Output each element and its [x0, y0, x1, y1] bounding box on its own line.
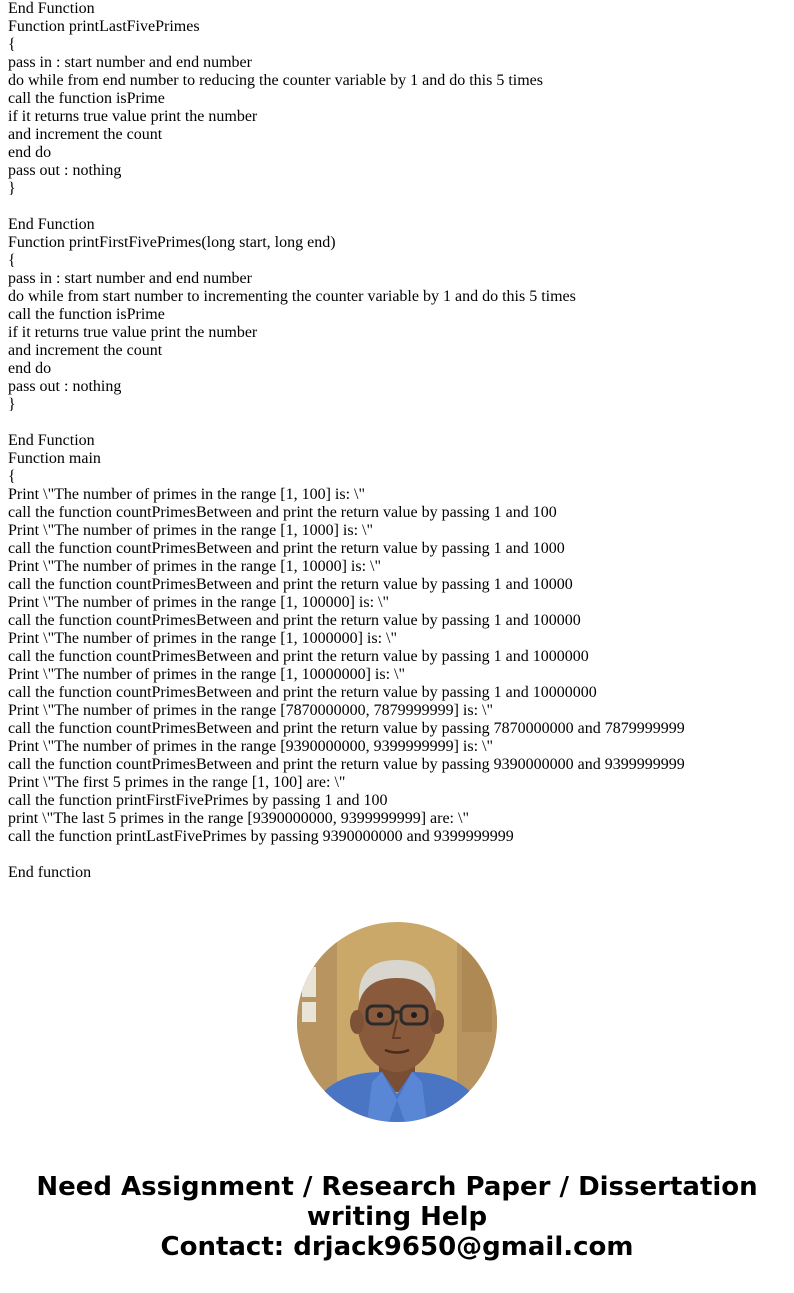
text-line: pass out : nothing — [8, 162, 122, 179]
text-line: Print \"The number of primes in the range [1, 1000] is: \" — [8, 522, 373, 539]
text-line: Print \"The first 5 primes in the range [1, 100] are: \" — [8, 774, 346, 791]
text-line: Print \"The number of primes in the range [7870000000, 7879999999] is: \" — [8, 702, 493, 719]
text-line: call the function countPrimesBetween and print the return value by passing 7870000000 and 7879999999 — [8, 720, 685, 737]
contact-banner — [0, 1172, 794, 1262]
text-line: Function printFirstFivePrimes(long start, long end) — [8, 234, 336, 251]
text-line: call the function printLastFivePrimes by passing 9390000000 and 9399999999 — [8, 828, 514, 845]
author-photo-avatar — [297, 922, 497, 1122]
text-line: pass out : nothing — [8, 378, 122, 395]
text-line: print \"The last 5 primes in the range [9390000000, 9399999999] are: \" — [8, 810, 469, 827]
text-line: End Function — [8, 216, 95, 233]
text-line: end do — [8, 360, 52, 377]
text-line: end do — [8, 144, 52, 161]
text-line: call the function countPrimesBetween and print the return value by passing 9390000000 and 9399999999 — [8, 756, 685, 773]
text-line: End Function — [8, 0, 95, 17]
text-line: Function printLastFivePrimes — [8, 18, 200, 35]
text-line: call the function countPrimesBetween and print the return value by passing 1 and 1000000 — [8, 648, 589, 665]
text-line: End Function — [8, 432, 95, 449]
text-line: Print \"The number of primes in the range [1, 10000] is: \" — [8, 558, 381, 575]
text-line: call the function isPrime — [8, 90, 165, 107]
promo-line-2: writing Help — [306, 1202, 488, 1232]
text-line: if it returns true value print the number — [8, 324, 258, 341]
text-line: } — [8, 396, 16, 413]
text-line: do while from start number to incrementing the counter variable by 1 and do this 5 times — [8, 288, 576, 305]
text-line: Print \"The number of primes in the range [9390000000, 9399999999] is: \" — [8, 738, 493, 755]
text-line: pass in : start number and end number — [8, 54, 252, 71]
text-line: End function — [8, 864, 92, 881]
text-line: do while from end number to reducing the counter variable by 1 and do this 5 times — [8, 72, 543, 89]
text-line: } — [8, 180, 16, 197]
blank-line — [8, 198, 788, 216]
pseudocode-text — [8, 0, 788, 882]
text-line: pass in : start number and end number — [8, 270, 252, 287]
text-line: { — [8, 468, 16, 485]
text-line: call the function isPrime — [8, 306, 165, 323]
text-line: Function main — [8, 450, 101, 467]
promo-line-1: Need Assignment / Research Paper / Dissertation — [36, 1172, 758, 1202]
text-line: and increment the count — [8, 342, 163, 359]
text-line: call the function countPrimesBetween and print the return value by passing 1 and 10000 — [8, 576, 573, 593]
text-line: { — [8, 252, 16, 269]
text-line: call the function countPrimesBetween and print the return value by passing 1 and 10000000 — [8, 684, 597, 701]
blank-line — [8, 414, 788, 432]
text-line: Print \"The number of primes in the range [1, 1000000] is: \" — [8, 630, 397, 647]
text-line: { — [8, 36, 16, 53]
text-line: Print \"The number of primes in the range [1, 100] is: \" — [8, 486, 365, 503]
text-line: call the function printFirstFivePrimes by passing 1 and 100 — [8, 792, 388, 809]
text-line: and increment the count — [8, 126, 163, 143]
text-line: call the function countPrimesBetween and print the return value by passing 1 and 100 — [8, 504, 557, 521]
text-line: Print \"The number of primes in the range [1, 10000000] is: \" — [8, 666, 405, 683]
text-line: if it returns true value print the number — [8, 108, 258, 125]
text-line: call the function countPrimesBetween and print the return value by passing 1 and 1000 — [8, 540, 565, 557]
text-line: call the function countPrimesBetween and print the return value by passing 1 and 100000 — [8, 612, 581, 629]
author-photo-icon — [297, 922, 497, 1122]
blank-line — [8, 846, 788, 864]
contact-email: Contact: drjack9650@gmail.com — [160, 1232, 634, 1262]
text-line: Print \"The number of primes in the range [1, 100000] is: \" — [8, 594, 389, 611]
